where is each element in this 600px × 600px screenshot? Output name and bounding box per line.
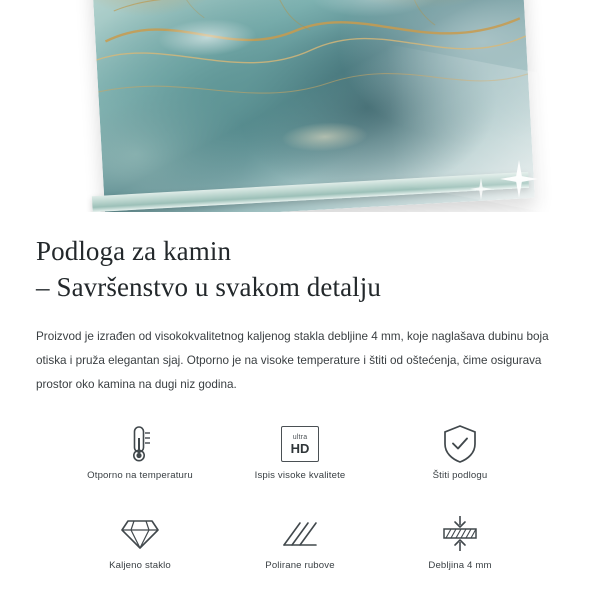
feature-thickness bbox=[380, 512, 540, 590]
feature-label: Ispis visoke kvalitete bbox=[254, 470, 346, 482]
feature-tempered-glass bbox=[60, 512, 220, 590]
thickness-icon bbox=[440, 512, 480, 556]
shield-check-icon bbox=[441, 422, 479, 466]
ultra-hd-icon bbox=[281, 422, 319, 466]
page-title bbox=[36, 234, 564, 305]
feature-label: Polirane rubove bbox=[265, 560, 335, 572]
feature-grid bbox=[36, 422, 564, 590]
feature-label: Debljina 4 mm bbox=[428, 560, 492, 572]
hero-image bbox=[0, 0, 600, 212]
polished-edges-icon bbox=[280, 512, 320, 556]
feature-label: Štiti podlogu bbox=[432, 470, 488, 482]
feature-temperature bbox=[60, 422, 220, 500]
feature-label: Kaljeno staklo bbox=[109, 560, 171, 572]
badge-top-text: ultra bbox=[292, 433, 308, 441]
hero-image-inner bbox=[0, 0, 600, 212]
thermometer-icon bbox=[123, 422, 157, 466]
feature-print-quality bbox=[220, 422, 380, 500]
feature-polished-edges bbox=[220, 512, 380, 590]
feature-label: Otporno na temperaturu bbox=[87, 470, 193, 482]
feature-protects-surface bbox=[380, 422, 540, 500]
diamond-icon bbox=[120, 512, 160, 556]
product-description: Proizvod je izrađen od visokokvalitetnog kaljenog stakla debljine 4 mm, koje naglašava dubinu boja otiska i pruža elegantan sjaj. Otporno je na visoke temperature i štiti od oštećenja, čime osigurava prostor oko kamina na dugi niz godina. bbox=[36, 330, 549, 391]
content-section bbox=[0, 212, 600, 590]
title-line-2: – Savršenstvo u svakom detalju bbox=[36, 271, 381, 302]
title-line-1: Podloga za kamin bbox=[36, 236, 232, 266]
badge-bottom-text: HD bbox=[290, 440, 310, 456]
